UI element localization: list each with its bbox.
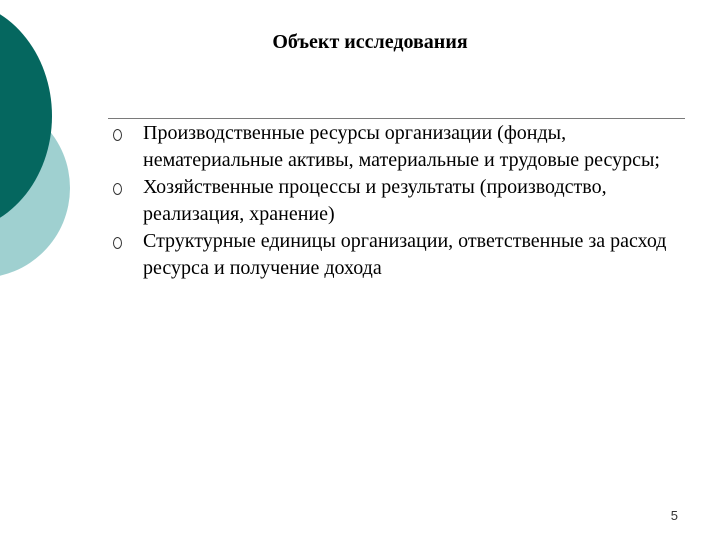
bullet-item — [110, 174, 690, 228]
circle-bullet-icon — [113, 129, 122, 141]
bullet-text: Структурные единицы организации, ответственные за расход ресурса и получение дохода — [143, 230, 667, 279]
title-divider — [108, 118, 685, 119]
page-number: 5 — [670, 508, 678, 523]
bullet-list — [110, 120, 690, 282]
circle-bullet-icon — [113, 183, 122, 195]
bullet-text: Производственные ресурсы организации (фонды, нематериальные активы, материальные и трудовые ресурсы; — [143, 122, 660, 171]
slide-title: Объект исследования — [272, 31, 468, 53]
bullet-item — [110, 228, 690, 282]
bullet-item — [110, 120, 690, 174]
circle-bullet-icon — [113, 237, 122, 249]
bullet-text: Хозяйственные процессы и результаты (производство, реализация, хранение) — [143, 176, 607, 225]
